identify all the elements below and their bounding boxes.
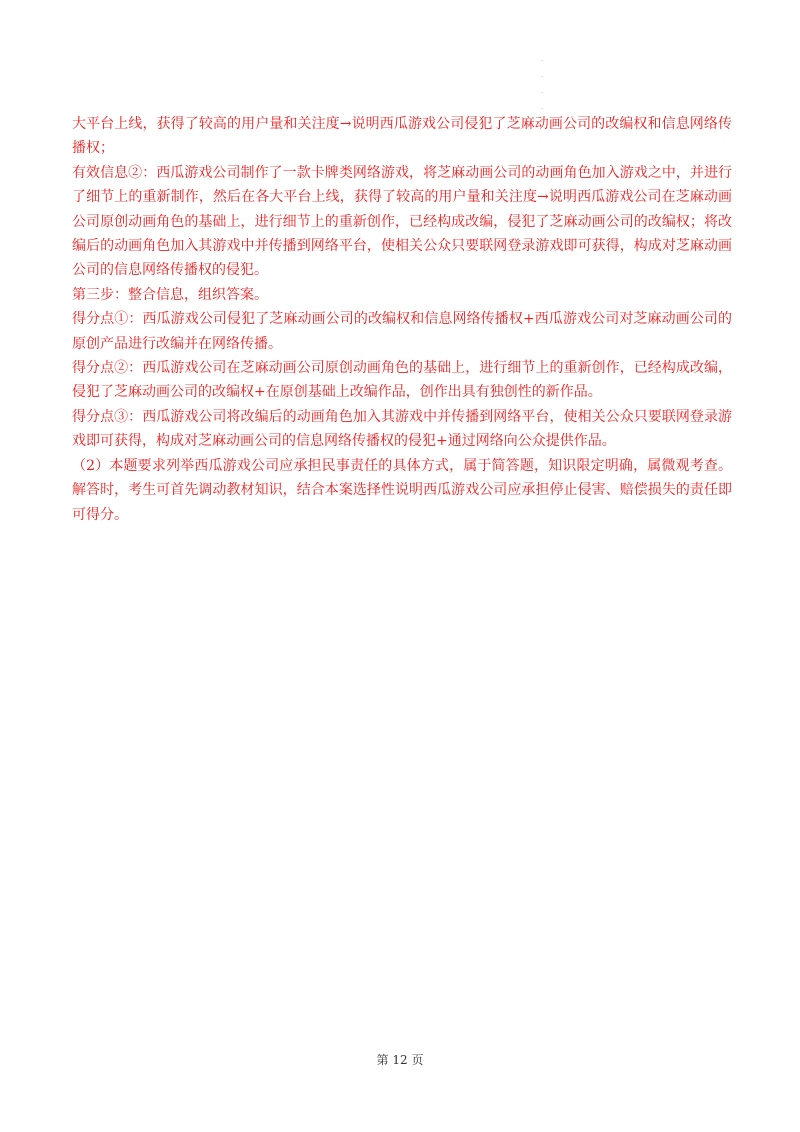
- paragraph-question-2-analysis: （2）本题要求列举西瓜游戏公司应承担民事责任的具体方式，属于简答题，知识限定明确，属微观考查。解答时，考生可首先调动教材知识，结合本案选择性说明西瓜游戏公司应承担停止侵害、赔偿损失的责任即可得分。: [72, 457, 732, 523]
- header-dot: .: [541, 88, 543, 95]
- paragraph-continued-conclusion: 大平台上线，获得了较高的用户量和关注度→说明西瓜游戏公司侵犯了芝麻动画公司的改编权和信息网络传播权；: [72, 116, 732, 157]
- answer-analysis-text: [72, 112, 732, 527]
- paragraph-scoring-point-1: 得分点①：西瓜游戏公司侵犯了芝麻动画公司的改编权和信息网络传播权+西瓜游戏公司对芝麻动画公司的原创产品进行改编并在网络传播。: [72, 311, 732, 352]
- page-number: 第 12 页: [376, 1053, 424, 1067]
- paragraph-scoring-point-2: 得分点②：西瓜游戏公司在芝麻动画公司原创动画角色的基础上，进行细节上的重新创作，已经构成改编，侵犯了芝麻动画公司的改编权+在原创基础上改编作品，创作出具有独创性的新作品。: [72, 360, 732, 401]
- paragraph-scoring-point-3: 得分点③：西瓜游戏公司将改编后的动画角色加入其游戏中并传播到网络平台，使相关公众只要联网登录游戏即可获得，构成对芝麻动画公司的信息网络传播权的侵犯+通过网络向公众提供作品。: [72, 408, 732, 450]
- header-dot: .: [541, 104, 543, 111]
- paragraph-step-3: 第三步：整合信息，组织答案。: [72, 286, 268, 303]
- paragraph-effective-info-2: 有效信息②：西瓜游戏公司制作了一款卡牌类网络游戏，将芝麻动画公司的动画角色加入游戏之中，并进行了细节上的重新制作，然后在各大平台上线，获得了较高的用户量和关注度→说明西瓜游戏公司在芝麻动画公司原创动画角色的基础上，进行细节上的重新创作，已经构成改编，侵犯了芝麻动画公司的改编权；将改编后的动画角色加入其游戏中并传播到网络平台，使相关公众只要联网登录游戏即可获得，构成对芝麻动画公司的信息网络传播权的侵犯。: [72, 164, 732, 279]
- header-dot: .: [541, 56, 543, 63]
- header-dots: [541, 52, 547, 116]
- header-dot: .: [541, 72, 543, 79]
